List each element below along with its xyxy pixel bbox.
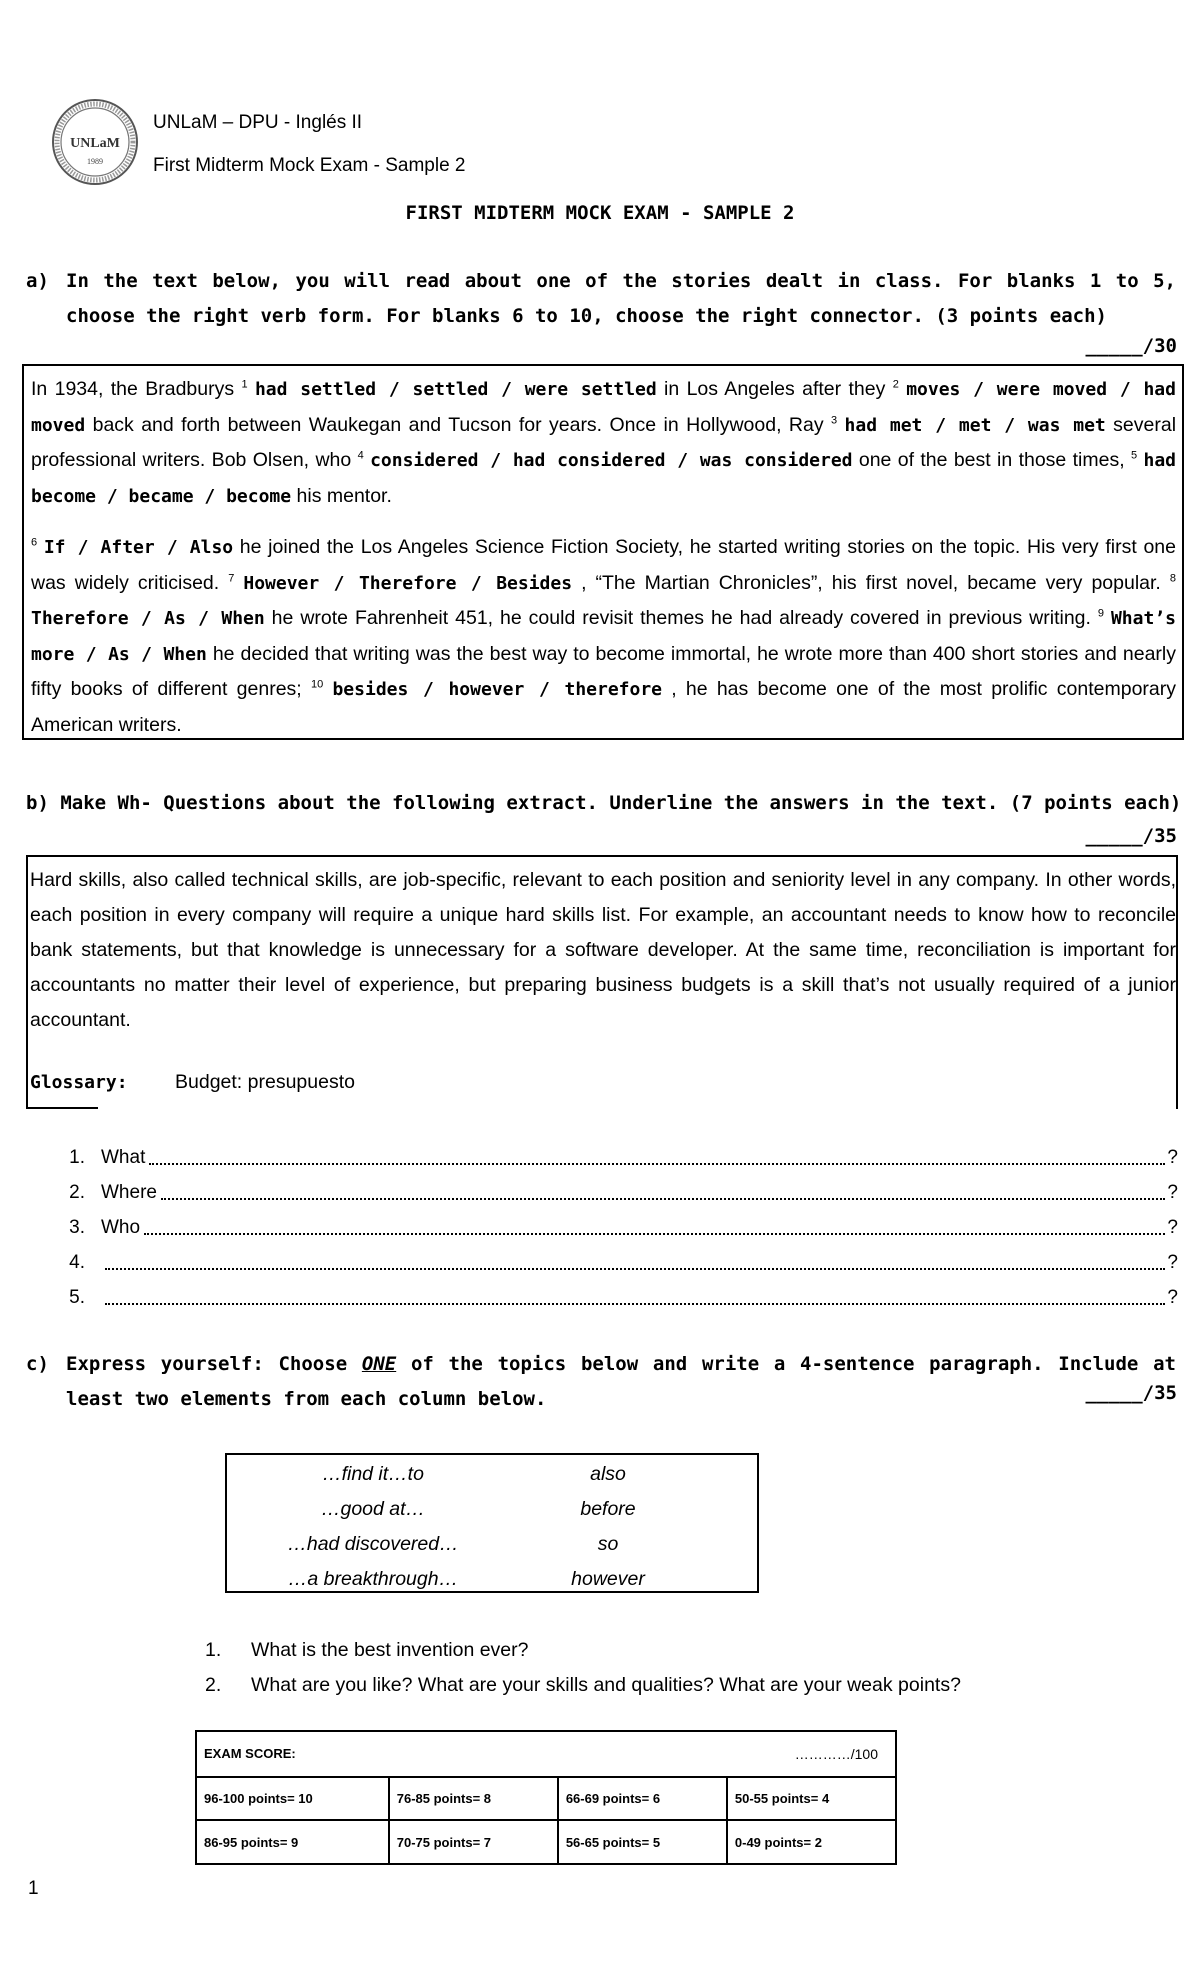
score-band-cell: 86-95 points= 9 bbox=[196, 1820, 389, 1864]
glossary-entry: Budget: presupuesto bbox=[175, 1071, 355, 1093]
reading-text: , he has become one of the most prolific contemporary American writers. bbox=[31, 678, 1177, 736]
section-c-instruction: c) Express yourself: Choose ONE of the topics below and write a 4-sentence paragraph. Include at least two elements from each column below. bbox=[26, 1347, 1176, 1417]
reading-paragraph-2 bbox=[31, 530, 1176, 742]
word-bank-col2: before bbox=[580, 1498, 636, 1520]
exam-score-header bbox=[196, 1731, 896, 1777]
blank-number: 4 bbox=[357, 449, 364, 462]
word-bank-col1: …had discovered… bbox=[287, 1533, 459, 1555]
page-title: FIRST MIDTERM MOCK EXAM - SAMPLE 2 bbox=[405, 202, 795, 224]
question-lines bbox=[63, 1140, 1178, 1315]
reading-text: he decided that writing was the best way to become immortal, he wrote more than 400 short stories and nearly fifty books of different genres; bbox=[31, 642, 1176, 700]
blank-number: 5 bbox=[1131, 449, 1138, 462]
blank-options[interactable]: Therefore / As / When bbox=[31, 608, 265, 629]
reading-paragraph-1 bbox=[31, 372, 1176, 514]
word-bank-box bbox=[225, 1453, 759, 1593]
question-line[interactable]: 2. Where ? bbox=[63, 1175, 1178, 1210]
section-b-instruction: b) Make Wh- Questions about the following extract. Underline the answers in the text. (7 points each) bbox=[26, 792, 1182, 814]
blank-options[interactable]: moves / were moved / had moved bbox=[31, 379, 1176, 436]
section-c-score: _____/35 bbox=[1085, 1382, 1177, 1404]
section-a-label: a) bbox=[26, 270, 49, 292]
word-bank-col1: …a breakthrough… bbox=[287, 1568, 459, 1590]
section-b-score: _____/35 bbox=[1085, 825, 1177, 847]
blank-options[interactable]: besides / however / therefore bbox=[332, 679, 663, 700]
score-band-cell: 76-85 points= 8 bbox=[389, 1777, 558, 1821]
word-bank-col2: so bbox=[597, 1533, 619, 1555]
score-band-cell: 70-75 points= 7 bbox=[389, 1820, 558, 1864]
score-band-cell: 96-100 points= 10 bbox=[196, 1777, 389, 1821]
reading-text: he joined the Los Angeles Science Fiction Society, he started writing stories on the topic. His very first one was widely criticised. bbox=[31, 536, 1176, 594]
blank-options[interactable]: considered / had considered / was considered bbox=[370, 450, 853, 471]
section-a-instruction bbox=[26, 264, 1176, 334]
blank-number: 8 bbox=[1169, 572, 1176, 584]
exam-score-total: …………/100 bbox=[794, 1745, 878, 1762]
section-a-score: _____/30 bbox=[1085, 335, 1177, 357]
blank-number: 10 bbox=[310, 678, 324, 691]
glossary bbox=[30, 1071, 355, 1094]
reading-text: back and forth between Waukegan and Tucson for years. Once in Hollywood, Ray bbox=[85, 413, 831, 436]
word-bank-col1: …good at… bbox=[320, 1498, 426, 1520]
score-band-cell: 66-69 points= 6 bbox=[558, 1777, 727, 1821]
score-band-cell: 56-65 points= 5 bbox=[558, 1820, 727, 1864]
glossary-box-bottom-edge bbox=[26, 1107, 98, 1109]
blank-number: 6 bbox=[31, 536, 38, 549]
page-number: 1 bbox=[28, 1878, 39, 1899]
exam-score-label: EXAM SCORE: bbox=[204, 1745, 296, 1761]
blank-options[interactable]: had met / met / was met bbox=[844, 414, 1106, 436]
reading-text: one of the best in those times, bbox=[852, 449, 1131, 471]
blank-options[interactable]: However / Therefore / Besides bbox=[243, 572, 573, 594]
blank-number: 9 bbox=[1097, 607, 1105, 620]
word-bank-col2: however bbox=[571, 1568, 645, 1590]
blank-number: 3 bbox=[831, 414, 838, 426]
reading-text: in Los Angeles after they bbox=[656, 378, 893, 400]
reading-text: he wrote Fahrenheit 451, he could revisit themes he had already covered in previous writing. bbox=[264, 607, 1098, 629]
logo-text: UNLaM bbox=[70, 136, 120, 151]
blank-options[interactable]: had settled / settled / were settled bbox=[254, 379, 657, 400]
extract-box bbox=[26, 855, 1178, 1109]
blank-options[interactable]: had become / became / become bbox=[31, 450, 1176, 507]
section-c-label: c) bbox=[26, 1353, 49, 1375]
blank-number: 1 bbox=[241, 378, 248, 391]
exam-score-table bbox=[195, 1730, 897, 1865]
reading-text: several professional writers. Bob Olsen, who bbox=[31, 413, 1177, 471]
blank-number: 7 bbox=[228, 572, 235, 584]
header-exam-name: First Midterm Mock Exam - Sample 2 bbox=[153, 155, 466, 176]
reading-text-box bbox=[22, 364, 1184, 740]
score-band-cell: 50-55 points= 4 bbox=[727, 1777, 896, 1821]
blank-options[interactable]: What’s more / As / When bbox=[31, 608, 1176, 665]
word-bank-col1: …find it…to bbox=[322, 1463, 424, 1485]
question-line[interactable]: 1. What ? bbox=[63, 1140, 1178, 1175]
reading-text: , “The Martian Chronicles”, his first novel, became very popular. bbox=[572, 571, 1170, 594]
emphasis-one: ONE bbox=[361, 1353, 397, 1375]
extract-text: Hard skills, also called technical skills, are job-specific, relevant to each position and seniority level in any company. In other words, each position in every company will require a unique hard skills list. For example, an accountant needs to know how to reconcile bank statements, but that knowledge is unnecessary for a software developer. At the same time, reconciliation is important for accountants no matter their level of experience, but preparing business budgets is a skill that’s not usually required of a junior accountant. bbox=[30, 869, 1176, 1031]
blank-number: 2 bbox=[892, 378, 899, 391]
reading-text: his mentor. bbox=[291, 484, 392, 507]
section-a-instruction-text: In the text below, you will read about one of the stories dealt in class. For blanks 1 to 5, choose the right verb form. For blanks 6 to 10, choose the right connector. (3 points each) bbox=[66, 270, 1176, 327]
header-course: UNLaM – DPU - Inglés II bbox=[153, 112, 363, 133]
glossary-label: Glossary: bbox=[30, 1072, 128, 1093]
reading-text: In 1934, the Bradburys bbox=[31, 378, 242, 400]
blank-options[interactable]: If / After / Also bbox=[43, 537, 234, 558]
logo-year: 1989 bbox=[87, 157, 103, 166]
word-bank-col2: also bbox=[590, 1463, 626, 1485]
question-line[interactable]: 4. ? bbox=[63, 1245, 1178, 1280]
score-band-cell: 0-49 points= 2 bbox=[727, 1820, 896, 1864]
university-seal-logo bbox=[51, 98, 139, 186]
question-line[interactable]: 3. Who ? bbox=[63, 1210, 1178, 1245]
question-line[interactable]: 5. ? bbox=[63, 1280, 1178, 1315]
